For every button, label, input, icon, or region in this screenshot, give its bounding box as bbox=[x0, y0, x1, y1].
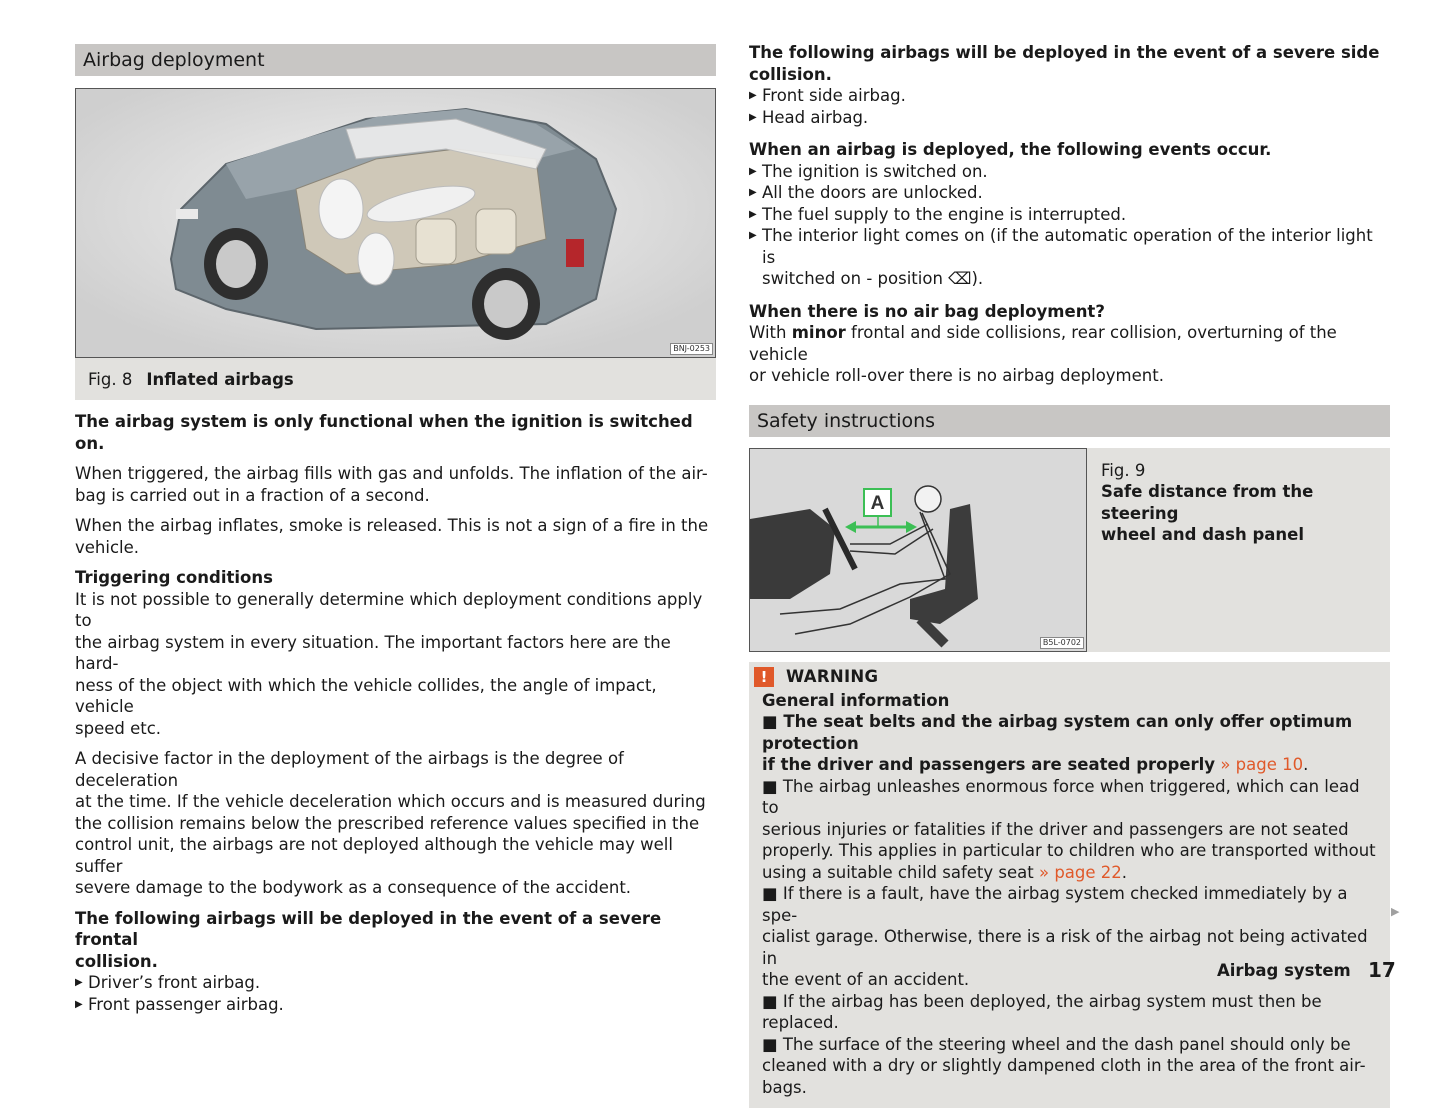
list-item: ▶ The interior light comes on (if the automatic operation of the interior light is switched on - position ⌫). bbox=[749, 225, 1390, 290]
warning-b2-line1: ■ The airbag unleashes enormous force when triggered, which can lead to bbox=[762, 776, 1377, 819]
intro-statement: The airbag system is only functional when the ignition is switched on. bbox=[75, 411, 716, 454]
list-item: ▶ Driver’s front airbag. bbox=[75, 972, 716, 994]
warning-box bbox=[749, 662, 1390, 1108]
page-link[interactable]: » page 10 bbox=[1220, 755, 1303, 774]
figure-number: Fig. 9 bbox=[1101, 460, 1376, 482]
figure-code: BNJ-0253 bbox=[670, 343, 713, 355]
left-column bbox=[75, 44, 716, 1015]
figure-title: Inflated airbags bbox=[146, 370, 293, 389]
frontal-heading-line2: collision. bbox=[75, 951, 716, 973]
para2-line1: When the airbag inflates, smoke is released. This is not a sign of a fire in the bbox=[75, 515, 716, 537]
figure-caption bbox=[1087, 448, 1390, 652]
trigger-line1: It is not possible to generally determine which deployment conditions apply to bbox=[75, 589, 716, 632]
bullet-arrow-icon: ▶ bbox=[749, 204, 762, 226]
warning-b2-line4: using a suitable child safety seat » page 22. bbox=[762, 862, 1377, 884]
bullet-arrow-icon: ▶ bbox=[749, 225, 762, 290]
frontal-heading-line1: The following airbags will be deployed in the event of a severe frontal bbox=[75, 908, 716, 951]
trigger-line3: ness of the object with which the vehicle collides, the angle of impact, vehicle bbox=[75, 675, 716, 718]
warning-b2-line2: serious injuries or fatalities if the driver and passengers are not seated bbox=[762, 819, 1377, 841]
bullet-arrow-icon: ▶ bbox=[749, 161, 762, 183]
warning-header bbox=[754, 664, 1377, 690]
list-item: ▶ The ignition is switched on. bbox=[749, 161, 1390, 183]
warning-b3-line2: cialist garage. Otherwise, there is a risk of the airbag not being activated in bbox=[762, 926, 1377, 969]
warning-b5-line1: ■ The surface of the steering wheel and the dash panel should only be bbox=[762, 1034, 1377, 1056]
warning-b5-line2: cleaned with a dry or slightly dampened cloth in the area of the front air- bbox=[762, 1055, 1377, 1077]
warning-icon: ! bbox=[754, 667, 774, 687]
list-item: ▶ Front side airbag. bbox=[749, 85, 1390, 107]
para1-line1: When triggered, the airbag fills with gas and unfolds. The inflation of the air- bbox=[75, 463, 716, 485]
figure-inflated-airbags bbox=[75, 88, 716, 358]
no-deploy-line1: With minor frontal and side collisions, rear collision, overturning of the vehicle bbox=[749, 322, 1390, 365]
list-item: ▶ Front passenger airbag. bbox=[75, 994, 716, 1016]
warning-b3-line3: the event of an accident. bbox=[762, 969, 1377, 991]
right-column bbox=[749, 42, 1390, 1108]
warning-b1-line1: ■ The seat belts and the airbag system can only offer optimum protection bbox=[762, 711, 1377, 754]
events-heading: When an airbag is deployed, the following events occur. bbox=[749, 139, 1390, 161]
para2-line2: vehicle. bbox=[75, 537, 716, 559]
figure-title-line2: wheel and dash panel bbox=[1101, 524, 1376, 546]
figure-code: B5L-0702 bbox=[1040, 637, 1084, 649]
decisive-line5: severe damage to the bodywork as a consequence of the accident. bbox=[75, 877, 716, 899]
page-link[interactable]: » page 22 bbox=[1039, 863, 1122, 882]
figure-image bbox=[749, 448, 1087, 652]
distance-label-a: A bbox=[871, 493, 885, 514]
section-title-airbag-deployment: Airbag deployment bbox=[75, 44, 716, 76]
car-airbag-illustration bbox=[76, 89, 715, 357]
list-item: ▶ The fuel supply to the engine is interrupted. bbox=[749, 204, 1390, 226]
list-item: ▶ All the doors are unlocked. bbox=[749, 182, 1390, 204]
figure-title-line1: Safe distance from the steering bbox=[1101, 481, 1376, 524]
bullet-arrow-icon: ▶ bbox=[75, 994, 88, 1016]
warning-subheading: General information bbox=[762, 690, 1377, 712]
decisive-line4: control unit, the airbags are not deployed although the vehicle may well suffer bbox=[75, 834, 716, 877]
driver-distance-illustration bbox=[750, 449, 1086, 651]
figure-number: Fig. 8 bbox=[88, 370, 132, 389]
continue-arrow-icon: ▶ bbox=[1391, 905, 1399, 918]
bullet-arrow-icon: ▶ bbox=[75, 972, 88, 994]
side-collision-heading: The following airbags will be deployed in the event of a severe side collision. bbox=[749, 42, 1390, 85]
warning-b5-line3: bags. bbox=[762, 1077, 1377, 1099]
trigger-line4: speed etc. bbox=[75, 718, 716, 740]
chapter-title: Airbag system bbox=[1217, 961, 1351, 980]
figure-caption bbox=[75, 358, 716, 400]
bullet-arrow-icon: ▶ bbox=[749, 107, 762, 129]
bullet-arrow-icon: ▶ bbox=[749, 182, 762, 204]
decisive-line2: at the time. If the vehicle deceleration which occurs and is measured during bbox=[75, 791, 716, 813]
warning-b2-line3: properly. This applies in particular to children who are transported without bbox=[762, 840, 1377, 862]
figure-safe-distance bbox=[749, 448, 1390, 652]
bullet-arrow-icon: ▶ bbox=[749, 85, 762, 107]
warning-b3-line1: ■ If there is a fault, have the airbag system checked immediately by a spe- bbox=[762, 883, 1377, 926]
no-deploy-heading: When there is no air bag deployment? bbox=[749, 301, 1390, 323]
warning-title: WARNING bbox=[786, 667, 878, 686]
page-number: 17 bbox=[1368, 958, 1396, 982]
list-item: ▶ Head airbag. bbox=[749, 107, 1390, 129]
section-title-safety-instructions: Safety instructions bbox=[749, 405, 1390, 437]
triggering-conditions-heading: Triggering conditions bbox=[75, 567, 716, 589]
decisive-line1: A decisive factor in the deployment of the airbags is the degree of deceleration bbox=[75, 748, 716, 791]
interior-light-icon: ⌫ bbox=[948, 269, 971, 288]
no-deploy-line2: or vehicle roll-over there is no airbag deployment. bbox=[749, 365, 1390, 387]
para1-line2: bag is carried out in a fraction of a second. bbox=[75, 485, 716, 507]
trigger-line2: the airbag system in every situation. The important factors here are the hard- bbox=[75, 632, 716, 675]
decisive-line3: the collision remains below the prescribed reference values specified in the bbox=[75, 813, 716, 835]
warning-b4-line1: ■ If the airbag has been deployed, the airbag system must then be replaced. bbox=[762, 991, 1377, 1034]
warning-b1-line2: if the driver and passengers are seated properly » page 10. bbox=[762, 754, 1377, 776]
